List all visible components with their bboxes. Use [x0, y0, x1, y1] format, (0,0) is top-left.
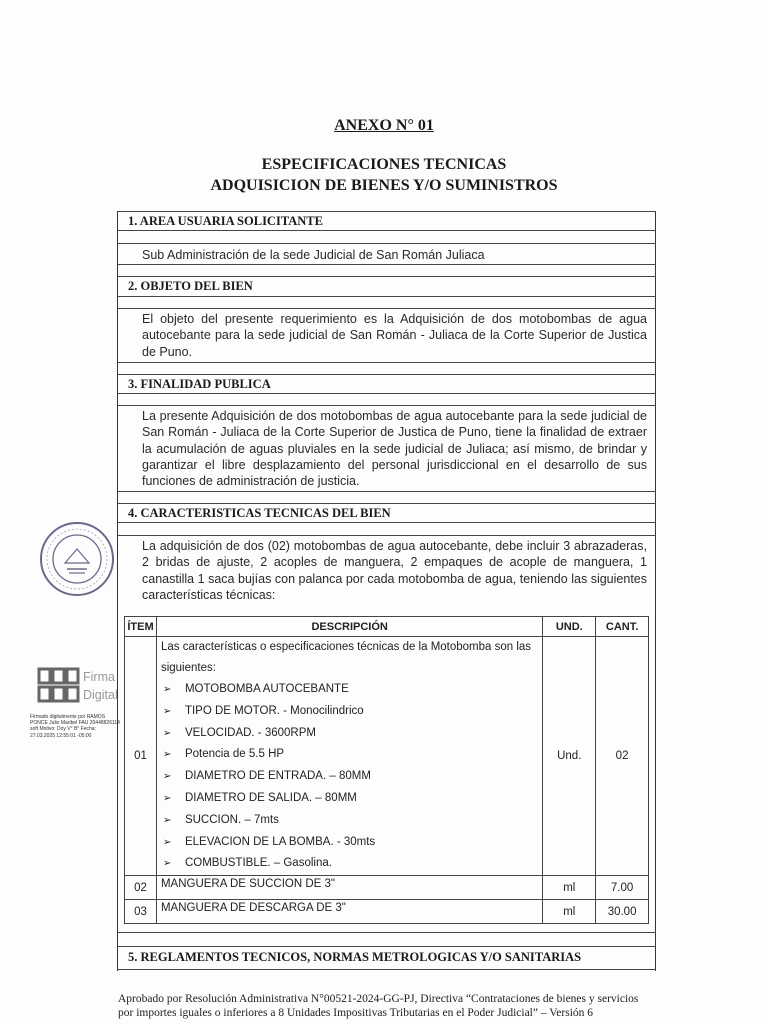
divider	[117, 362, 656, 363]
table-row	[125, 637, 649, 876]
section-4-heading: 4. CARACTERISTICAS TECNICAS DEL BIEN	[128, 506, 391, 520]
divider	[117, 969, 656, 970]
arrow-bullet-icon: ➢	[162, 771, 172, 783]
arrow-bullet-icon: ➢	[162, 858, 172, 870]
item-cell: 03	[125, 900, 157, 924]
unit-cell: ml	[543, 900, 596, 924]
col-header-unit: UND.	[543, 617, 596, 637]
col-header-item: ÍTEM	[125, 617, 157, 637]
col-header-quantity: CANT.	[596, 617, 649, 637]
section-5-heading: 5. REGLAMENTOS TECNICOS, NORMAS METROLOGICAS Y/O SANITARIAS	[128, 950, 582, 964]
divider	[117, 491, 656, 492]
arrow-bullet-icon: ➢	[162, 792, 172, 804]
signature-details: Firmado digitalmente por RAMOS PONCE Julio Maribel FAU 20448826114 soft Motivo: Doy V° B° Fecha: 27.03.2025 12:55:01 -05:00	[30, 714, 120, 739]
unit-cell: Und.	[543, 637, 596, 876]
quantity-cell: 7.00	[596, 876, 649, 900]
description-cell: MANGUERA DE SUCCION DE 3"	[156, 876, 542, 900]
divider	[117, 522, 656, 523]
arrow-bullet-icon: ➢	[162, 684, 172, 695]
unit-cell: ml	[543, 876, 596, 900]
section-3-heading: 3. FINALIDAD PUBLICA	[128, 377, 271, 391]
table-row	[125, 876, 649, 900]
section-1-heading: 1. AREA USUARIA SOLICITANTE	[128, 214, 323, 228]
divider	[117, 374, 656, 375]
divider	[117, 296, 656, 297]
divider	[117, 211, 656, 212]
table-row	[125, 900, 649, 924]
description-cell: MANGUERA DE DESCARGA DE 3"	[156, 900, 542, 924]
divider	[117, 946, 656, 947]
divider	[117, 405, 656, 406]
divider	[117, 535, 656, 536]
list-item: ➢ TIPO DE MOTOR. - Monocilindrico	[157, 701, 542, 723]
specs-table	[124, 616, 649, 924]
arrow-bullet-icon: ➢	[162, 727, 172, 739]
divider	[117, 308, 656, 309]
section-3-text: La presente Adquisición de dos motobombas de agua autocebante para la sede judicial de San Román - Juliaca de la Corte Superior de Justica de Puno, tiene la finalidad de extraer la acumulación de aguas pluviales en la sede judicial de Juliaca; así mismo, de brindar y garantizar el libre desplazamiento del personal jurisdiccional en el desarrollo de sus funciones de administración de justicia.	[142, 409, 647, 489]
divider	[117, 230, 656, 231]
divider	[117, 503, 656, 504]
document-subtitle-2: ADQUISICION DE BIENES Y/O SUMINISTROS	[210, 177, 558, 194]
description-intro: Las características o especificaciones técnicas de la Motobomba son las siguientes:	[160, 641, 532, 674]
item-cell: 01	[125, 637, 157, 876]
list-item: ➢ SUCCION. – 7mts	[157, 810, 542, 832]
document-subtitle: ESPECIFICACIONES TECNICAS	[261, 156, 507, 173]
list-item: ➢ VELOCIDAD. - 3600RPM	[157, 723, 542, 745]
list-item: ➢ COMBUSTIBLE. – Gasolina.	[157, 853, 542, 875]
col-header-description: DESCRIPCIÓN	[156, 617, 542, 637]
description-cell	[156, 637, 542, 876]
divider	[117, 243, 656, 244]
annex-title: ANEXO N° 01	[334, 117, 434, 134]
footer-note: Aprobado por Resolución Administrativa N°00521-2024-GG-PJ, Directiva “Contrataciones de bienes y servicios por importes iguales o inferiores a 8 Unidades Impositivas Tributarias en el Poder Judicial” – Versión 6	[118, 993, 639, 1019]
quantity-cell: 02	[596, 637, 649, 876]
section-4-text: La adquisición de dos (02) motobombas de agua autocebante, debe incluir 3 abrazaderas, 2 bridas de ajuste, 2 acoples de manguera, 2 empaques de acople de manguera, 1 canastilla 1 saca bujías con palanca por cada motobomba de agua, teniendo las siguientes características técnicas:	[142, 539, 647, 602]
arrow-bullet-icon: ➢	[162, 814, 172, 826]
divider	[117, 264, 656, 265]
divider	[117, 393, 656, 394]
item-cell: 02	[125, 876, 157, 900]
arrow-bullet-icon: ➢	[162, 836, 172, 848]
divider	[117, 932, 656, 933]
list-item: ➢ ELEVACION DE LA BOMBA. - 30mts	[157, 832, 542, 854]
digital-signature-label: Firma Digital	[83, 670, 118, 702]
section-1-text: Sub Administración de la sede Judicial de San Román Juliaca	[142, 248, 485, 262]
list-item: ➢ Potencia de 5.5 HP	[157, 744, 542, 766]
list-item: ➢ DIAMETRO DE ENTRADA. – 80MM	[157, 766, 542, 788]
section-2-heading: 2. OBJETO DEL BIEN	[128, 279, 253, 293]
section-2-text: El objeto del presente requerimiento es la Adquisición de dos motobombas de agua autocebante para la sede judicial de San Román - Juliaca de la Corte Superior de Justica de Puno.	[142, 312, 647, 359]
arrow-bullet-icon: ➢	[162, 705, 172, 717]
seal-stamp-icon	[38, 519, 116, 599]
list-item: ➢ MOTOBOMBA AUTOCEBANTE	[157, 679, 542, 701]
divider	[117, 276, 656, 277]
pj-logo-icon	[37, 667, 81, 703]
quantity-cell: 30.00	[596, 900, 649, 924]
table-header-row	[125, 617, 649, 637]
arrow-bullet-icon: ➢	[162, 749, 172, 761]
list-item: ➢ DIAMETRO DE SALIDA. – 80MM	[157, 788, 542, 810]
